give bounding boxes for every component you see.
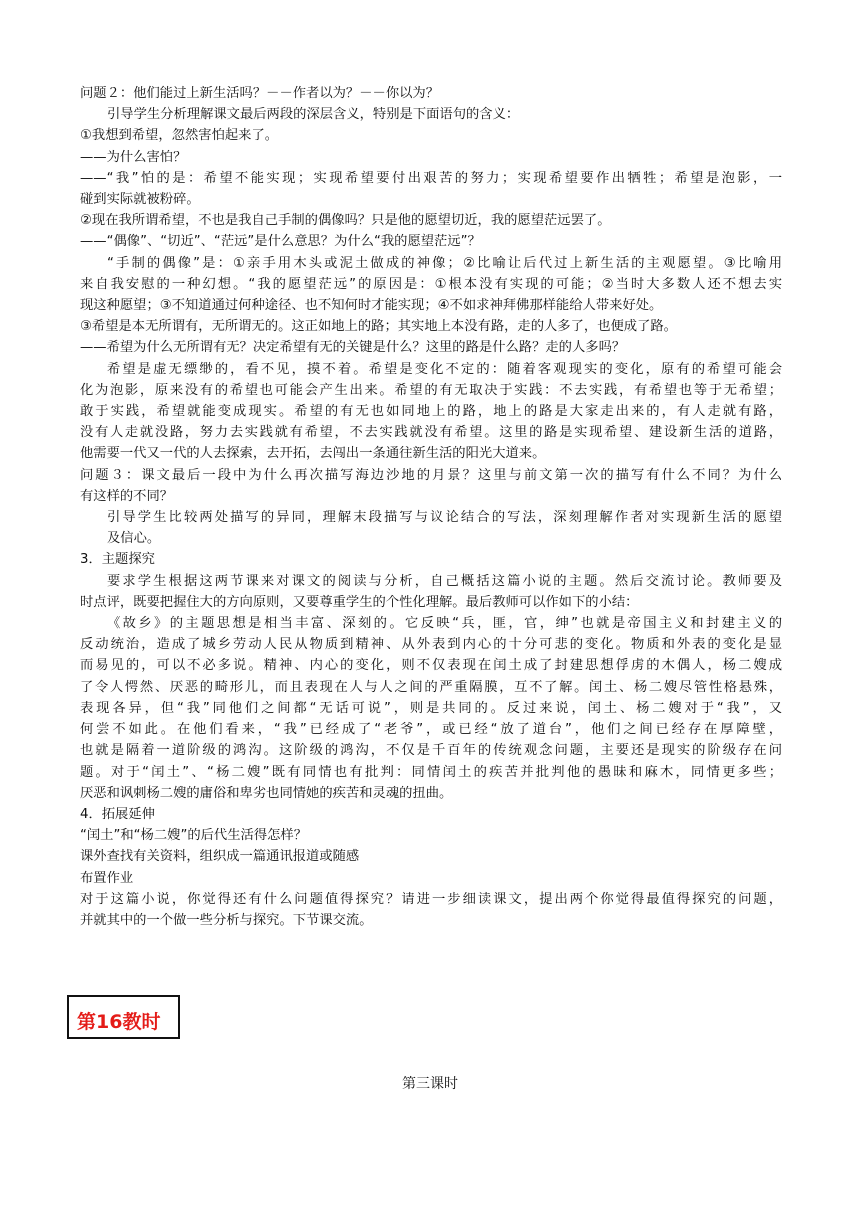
text-line: ——希望为什么无所谓有无？决定希望有无的关键是什么？这里的路是什么路？走的人多吗？ (80, 340, 626, 356)
section-subtitle: 第三课时 (402, 1076, 458, 1092)
text-line: “手制的偶像”是：①亲手用木头或泥土做成的神像；②比喻让后代过上新生活的主观愿望。③比喻用 (107, 255, 782, 271)
text-line: 引导学生分析理解课文最后两段的深层含义，特别是下面语句的含义： (107, 107, 520, 123)
text-line: 何尝不如此。在他们看来，“我”已经成了“老爷”，或已经“放了道台”，他们之间已经存在厚障壁， (80, 722, 782, 738)
text-line: ——“我”怕的是：希望不能实现；实现希望要付出艰苦的努力；实现希望要作出牺牲；希望是泡影，一 (80, 170, 782, 186)
text-line: 引导学生比较两处描写的异同，理解末段描写与议论结合的写法，深刻理解作者对实现新生活的愿望 (107, 510, 782, 526)
text-line: 了令人愕然、厌恶的畸形儿，而且表现在人与人之间的严重隔膜，互不了解。闰土、杨二嫂尽管性格悬殊， (80, 679, 782, 695)
text-line: 布置作业 (80, 870, 134, 886)
text-line: 碰到实际就被粉碎。 (80, 192, 200, 208)
text-line: 题。对于“闰土”、“杨二嫂”既有同情也有批判：同情闰土的疾苦并批判他的愚昧和麻木，同情更多些； (80, 764, 782, 780)
text-line: ①我想到希望，忽然害怕起来了。 (80, 128, 279, 144)
text-line: 厌恶和讽刺杨二嫂的庸俗和卑劣也同情她的疾苦和灵魂的扭曲。 (80, 785, 453, 801)
text-line: 希望是虚无缥缈的，看不见，摸不着。希望是变化不定的：随着客观现实的变化，原有的希望可能会 (107, 361, 782, 377)
document-body (80, 83, 782, 931)
text-line: 3．主题探究 (80, 552, 155, 568)
text-line: 敢于实践，希望就能变成现实。希望的有无也如同地上的路，地上的路是大家走出来的，有人走就有路， (80, 404, 782, 420)
text-line: 没有人走就没路，努力去实践就有希望，不去实践就没有希望。这里的路是实现希望、建设新生活的道路， (80, 425, 782, 441)
text-line: 问题３：课文最后一段中为什么再次描写海边沙地的月景？这里与前文第一次的描写有什么不同？为什么 (80, 467, 782, 483)
text-line: 对于这篇小说，你觉得还有什么问题值得探究？请进一步细读课文，提出两个你觉得最值得探究的问题， (80, 891, 782, 907)
text-line: 化为泡影，原来没有的希望也可能会产生出来。希望的有无取决于实践：不去实践，有希望也等于无希望； (80, 382, 782, 398)
text-line: ——“偶像”、“切近”、“茫远”是什么意思？为什么“我的愿望茫远”？ (80, 234, 481, 250)
text-line: 而易见的，可以不必多说。精神、内心的变化，则不仅表现在闰土成了封建思想俘虏的木偶人，杨二嫂成 (80, 658, 782, 674)
text-line: 反动统治，造成了城乡劳动人民从物质到精神、从外表到内心的十分可悲的变化。物质和外表的变化是显 (80, 637, 782, 653)
text-line: 现这种愿望；③不知道通过何种途径、也不知何时才能实现；④不如求神拜佛那样能给人带来好处。 (80, 298, 663, 314)
text-line: 时点评，既要把握住大的方向原则，又要尊重学生的个性化理解。最后教师可以作如下的小结： (80, 594, 639, 610)
text-line: 4．拓展延伸 (80, 806, 155, 822)
text-line: 及信心。 (107, 531, 161, 547)
text-line: “闰土”和“杨二嫂”的后代生活得怎样？ (80, 828, 308, 844)
text-line: ——为什么害怕？ (80, 149, 187, 165)
text-line: 也就是隔着一道阶级的鸿沟。这阶级的鸿沟，不仅是千百年的传统观念问题，主要还是现实的阶级存在问 (80, 743, 782, 759)
lesson-number-label: 第16教时 (77, 1011, 161, 1033)
text-line: 《故乡》的主题思想是相当丰富、深刻的。它反映“兵，匪，官，绅”也就是帝国主义和封建主义的 (107, 616, 782, 632)
text-line: 有这样的不同？ (80, 488, 174, 504)
text-line: 表现各异，但“我”同他们之间都“无话可说”，则是共同的。反过来说，闰土、杨二嫂对于“我”，又 (80, 700, 782, 716)
text-line: 他需要一代又一代的人去探索，去开拓，去闯出一条通往新生活的阳光大道来。 (80, 446, 546, 462)
text-line: 来自我安慰的一种幻想。“我的愿望茫远”的原因是：①根本没有实现的可能；②当时大多数人还不想去实 (80, 276, 782, 292)
text-line: 并就其中的一个做一些分析与探究。下节课交流。 (80, 912, 373, 928)
text-line: 课外查找有关资料，组织成一篇通讯报道或随感 (80, 849, 360, 865)
text-line: 问题２：他们能过上新生活吗？－－作者以为？－－你以为？ (80, 86, 440, 101)
text-line: 要求学生根据这两节课来对课文的阅读与分析，自己概括这篇小说的主题。然后交流讨论。教师要及 (107, 573, 782, 589)
text-line: ②现在我所谓希望，不也是我自己手制的偶像吗？只是他的愿望切近，我的愿望茫远罢了。 (80, 213, 611, 229)
text-line: ③希望是本无所谓有，无所谓无的。这正如地上的路；其实地上本没有路，走的人多了，也便成了路。 (80, 319, 677, 335)
